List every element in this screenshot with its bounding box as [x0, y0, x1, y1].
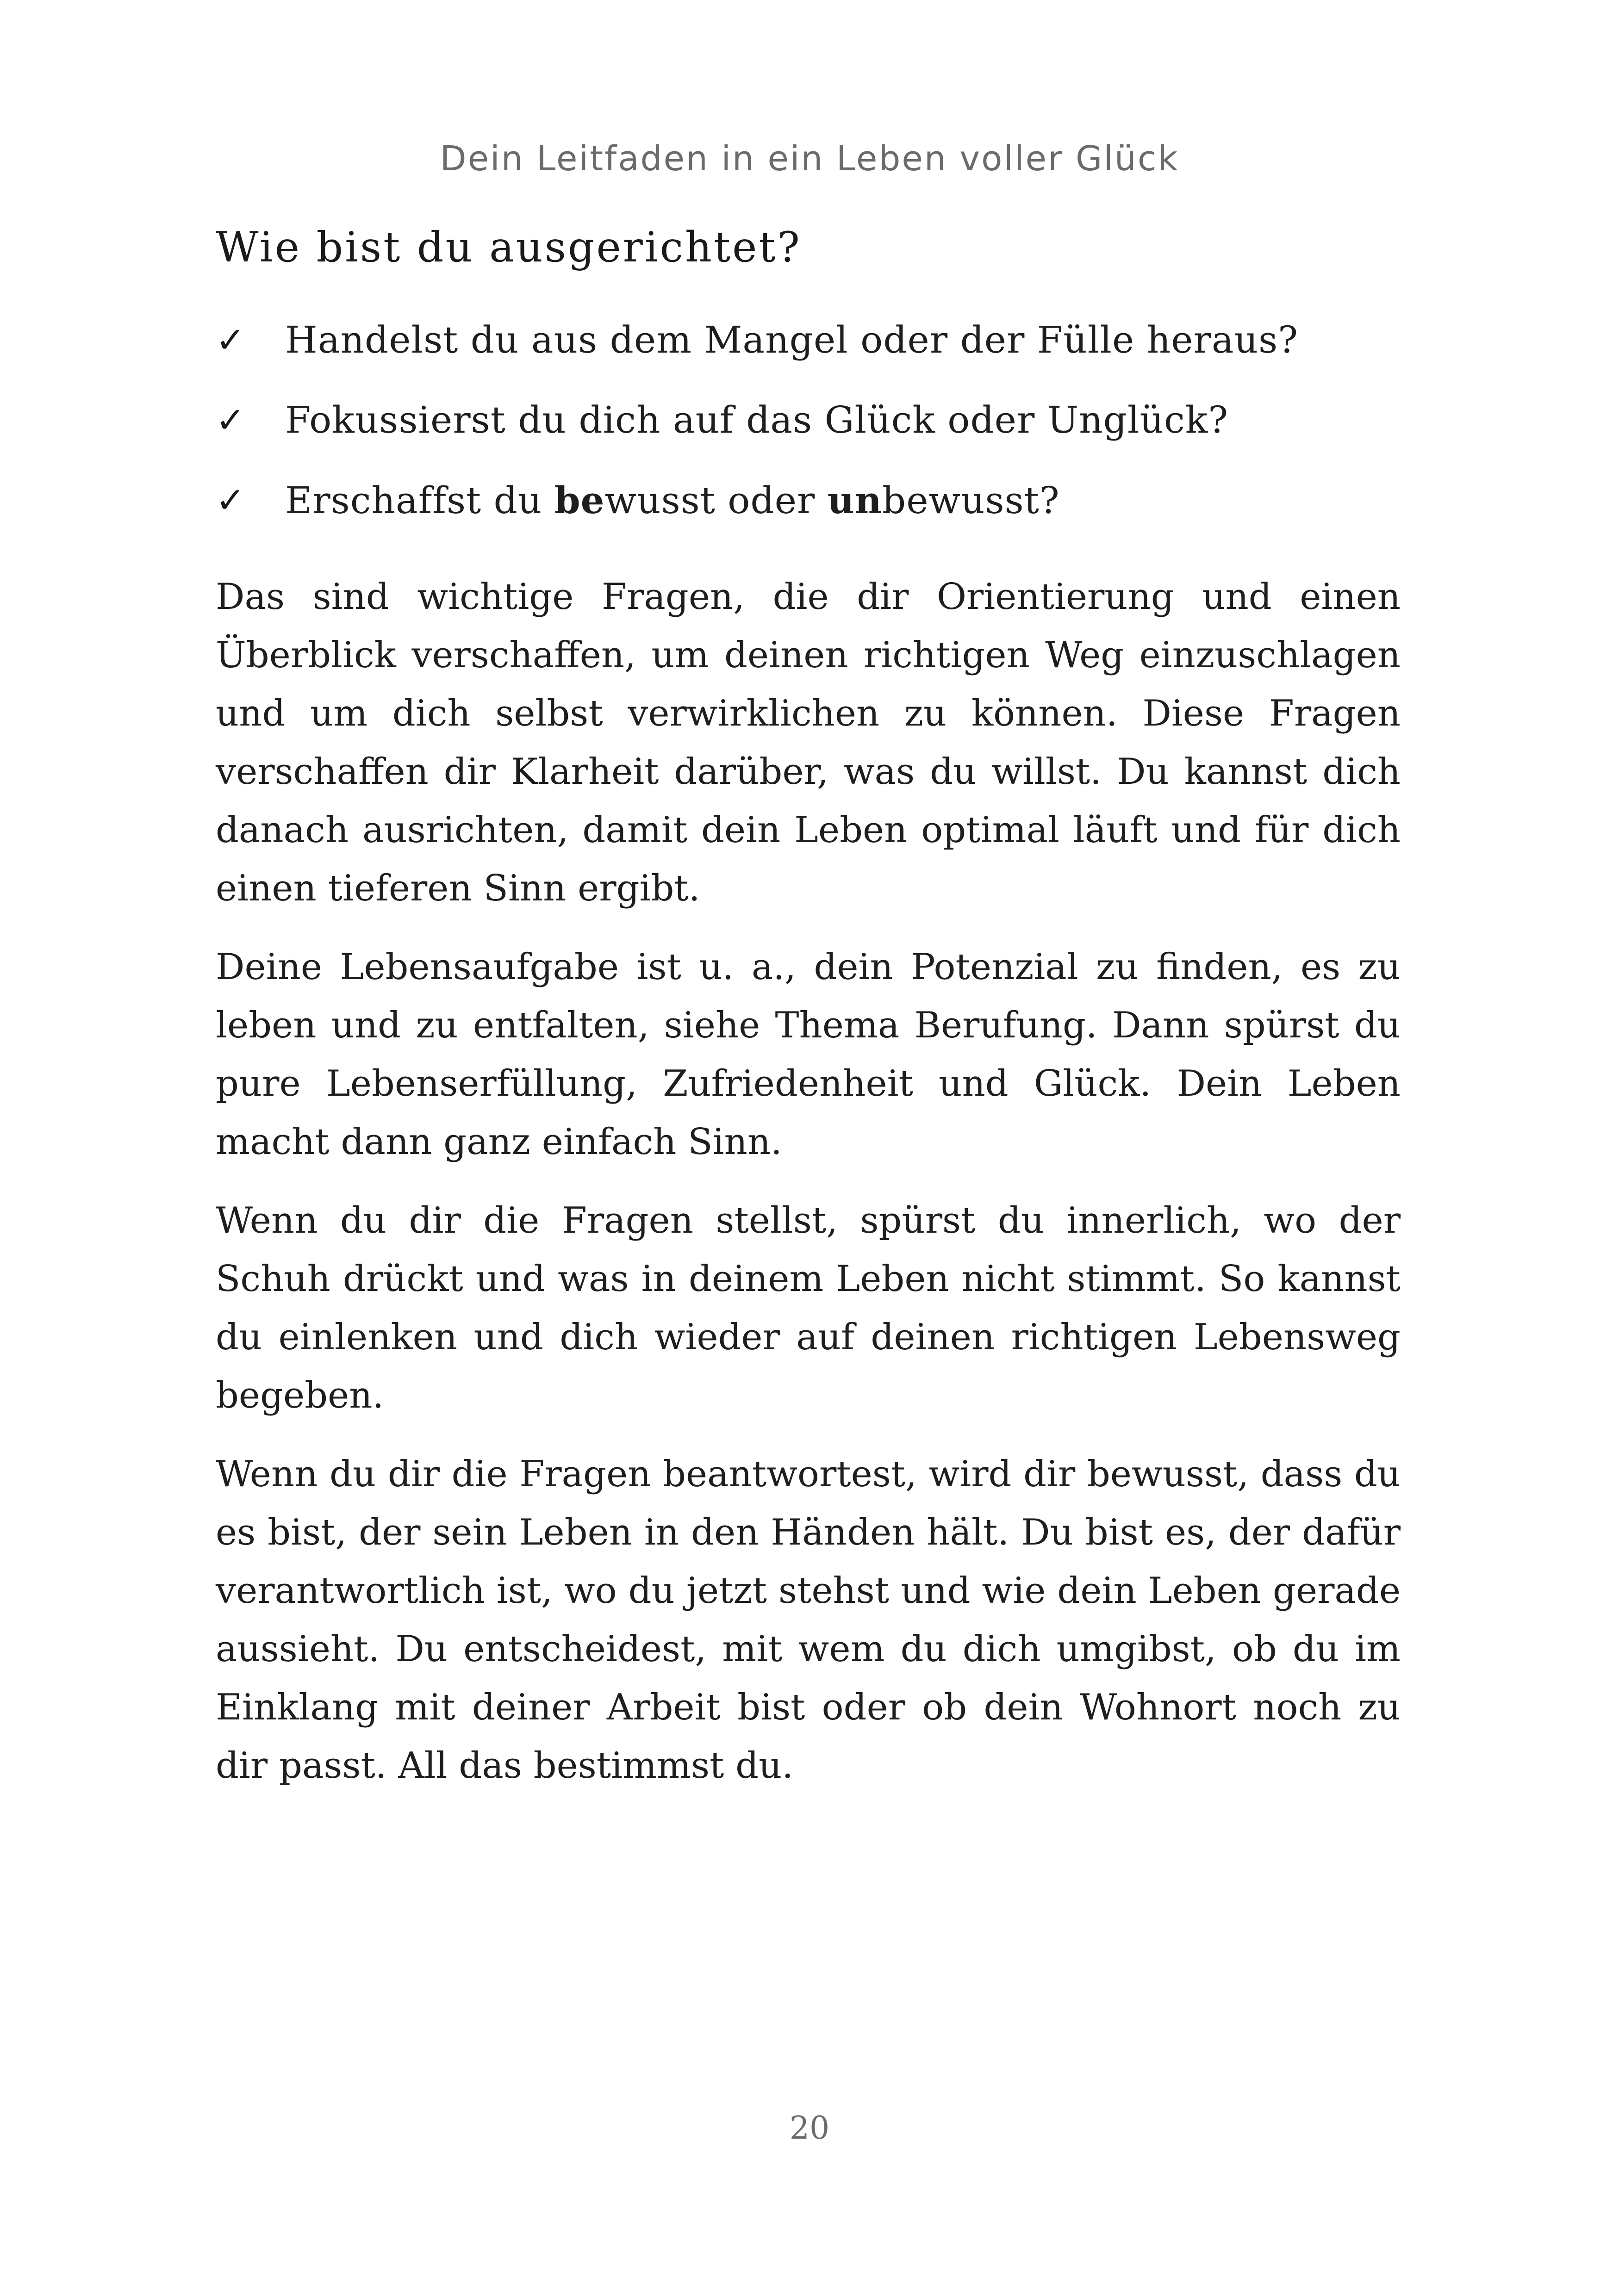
body-paragraph: Deine Lebensaufgabe ist u. a., dein Potenzial zu finden, es zu leben und zu entfalten, siehe Thema Berufung. Dann spürst du pure Lebenserfüllung, Zufriedenheit und Glück. Dein Leben macht dann ganz einfach Sinn. — [216, 946, 1401, 1163]
page-content — [216, 217, 1401, 1795]
checklist-item-text — [285, 479, 1060, 522]
body-paragraph: Wenn du dir die Fragen stellst, spürst du innerlich, wo der Schuh drückt und was in deinem Leben nicht stimmt. So kannst du einlenken und dich wieder auf deinen richtigen Lebensweg begeben. — [216, 1200, 1401, 1416]
body-paragraph: Wenn du dir die Fragen beantwortest, wird dir bewusst, dass du es bist, der sein Leben in den Händen hält. Du bist es, der dafür verantwortlich ist, wo du jetzt stehst und wie dein Leben gerade aussieht. Du entscheidest, mit wem du dich umgibst, ob du im Einklang mit deiner Arbeit bist oder ob dein Wohnort noch zu dir passt. All das bestimmst du. — [216, 1453, 1401, 1787]
bold-prefix-be: be — [554, 478, 605, 522]
bold-prefix-un: un — [827, 478, 882, 522]
check-icon: ✓ — [216, 399, 246, 441]
checklist-item — [216, 395, 1401, 446]
checklist-item-text: Fokussierst du dich auf das Glück oder Unglück? — [285, 398, 1229, 441]
page-number: 20 — [789, 2110, 830, 2147]
checklist-item — [216, 475, 1401, 526]
question-checklist — [216, 315, 1401, 526]
section-heading: Wie bist du ausgerichtet? — [216, 223, 802, 272]
checklist-item-text: Handelst du aus dem Mangel oder der Fülle heraus? — [285, 318, 1299, 361]
running-header: Dein Leitfaden in ein Leben voller Glück — [440, 139, 1179, 179]
check-icon: ✓ — [216, 319, 246, 360]
check-icon: ✓ — [216, 479, 246, 521]
checklist-item — [216, 315, 1401, 366]
text-segment: Erschaffst du — [285, 479, 554, 522]
text-segment: wusst oder — [604, 479, 828, 522]
body-paragraph: Das sind wichtige Fragen, die dir Orientierung und einen Überblick verschaffen, um deinen richtigen Weg einzuschlagen und um dich selbst verwirklichen zu können. Diese Fragen verschaffen dir Klarheit darüber, was du willst. Du kannst dich danach ausrichten, damit dein Leben optimal läuft und für dich einen tieferen Sinn ergibt. — [216, 576, 1401, 909]
text-segment: bewusst? — [882, 479, 1060, 522]
